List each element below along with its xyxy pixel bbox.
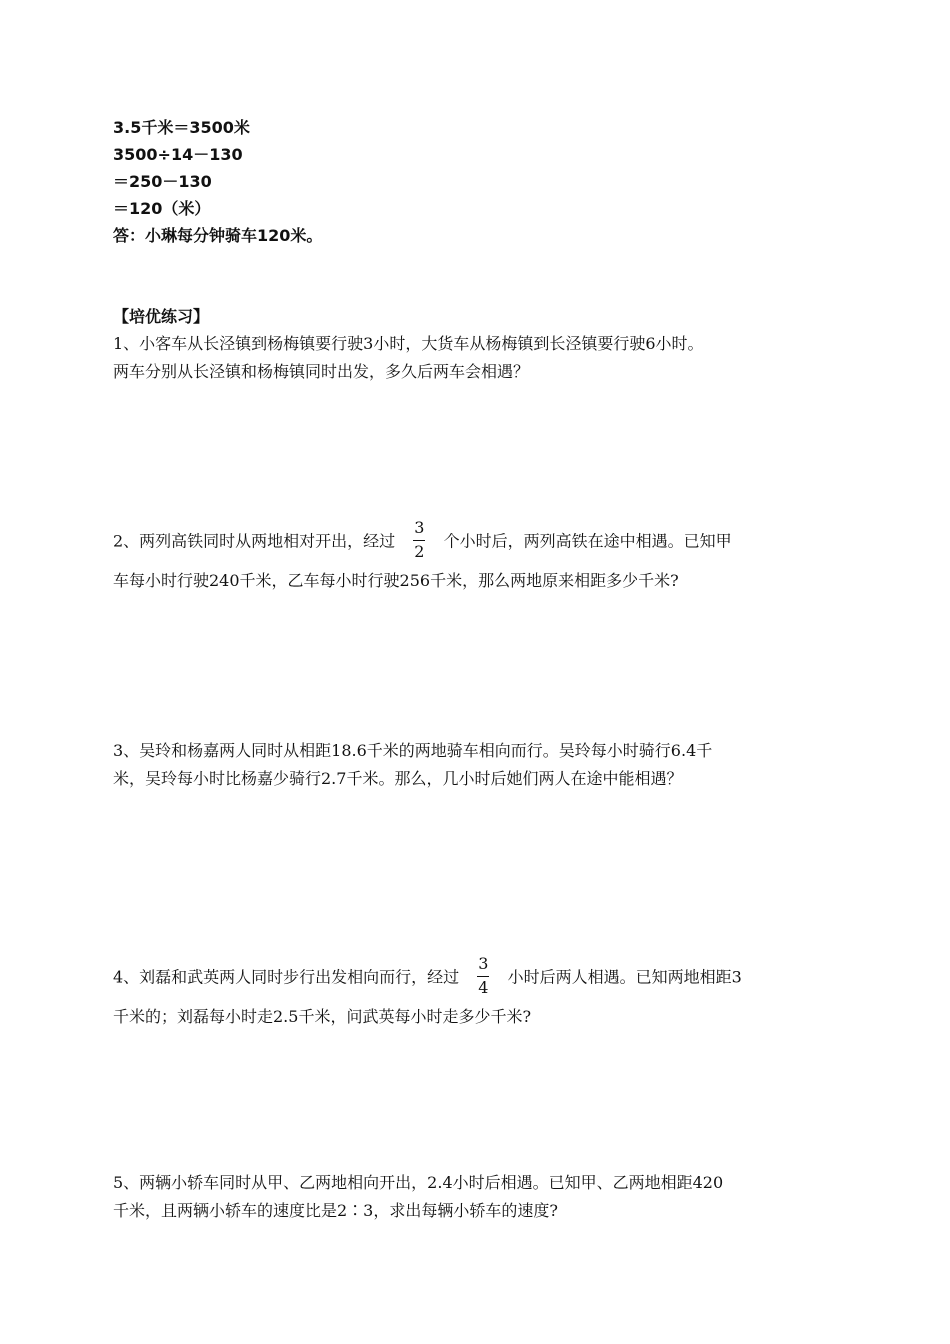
problem-5 (113, 1169, 843, 1225)
calculation-line-2: 3500÷14－130 (113, 145, 243, 164)
fraction-bar (413, 540, 425, 541)
problem-3 (113, 737, 843, 793)
problem-2-fraction (413, 520, 425, 560)
fraction-denominator: 2 (414, 542, 425, 561)
problem-2 (113, 518, 843, 600)
problem-2-text-after-fraction: 个小时后，两列高铁在途中相遇。已知甲 (443, 531, 732, 551)
problem-2-line-1 (113, 518, 843, 562)
practice-section-title: 【培优练习】 (113, 307, 210, 326)
calculation-line-1: 3.5千米＝3500米 (113, 118, 250, 137)
answer-line: 答：小琳每分钟骑车120米。 (113, 226, 323, 245)
solution-calculation (113, 114, 613, 249)
problem-5-line-2: 千米，且两辆小轿车的速度比是2∶3，求出每辆小轿车的速度? (113, 1201, 558, 1220)
problem-1-line-1: 1、小客车从长泾镇到杨梅镇要行驶3小时，大货车从杨梅镇到长泾镇要行驶6小时。 (113, 334, 704, 353)
problem-4-text-before-fraction: 4、刘磊和武英两人同时步行出发相向而行，经过 (113, 967, 460, 987)
problem-1 (113, 330, 843, 386)
calculation-line-3: ＝250－130 (113, 172, 212, 191)
fraction-denominator: 4 (478, 978, 489, 997)
fraction-numerator: 3 (414, 518, 425, 537)
problem-3-line-2: 米，吴玲每小时比杨嘉少骑行2.7千米。那么，几小时后她们两人在途中能相遇？ (113, 769, 683, 788)
problem-2-line-2: 车每小时行驶240千米，乙车每小时行驶256千米，那么两地原来相距多少千米? (113, 571, 679, 590)
problem-3-line-1: 3、吴玲和杨嘉两人同时从相距18.6千米的两地骑车相向而行。吴玲每小时骑行6.4千 (113, 741, 713, 760)
problem-4-text-after-fraction: 小时后两人相遇。已知两地相距3 (507, 967, 742, 987)
fraction-numerator: 3 (478, 954, 489, 973)
problem-4-line-1 (113, 954, 843, 998)
problem-4-line-2: 千米的；刘磊每小时走2.5千米，问武英每小时走多少千米? (113, 1007, 532, 1026)
problem-2-text-before-fraction: 2、两列高铁同时从两地相对开出，经过 (113, 531, 396, 551)
problem-4-fraction (477, 956, 489, 996)
problem-5-line-1: 5、两辆小轿车同时从甲、乙两地相向开出，2.4小时后相遇。已知甲、乙两地相距420 (113, 1173, 724, 1192)
problem-1-line-2: 两车分别从长泾镇和杨梅镇同时出发，多久后两车会相遇？ (113, 362, 530, 381)
fraction-bar (477, 976, 489, 977)
problem-4 (113, 954, 843, 1036)
calculation-line-4: ＝120（米） (113, 199, 211, 218)
